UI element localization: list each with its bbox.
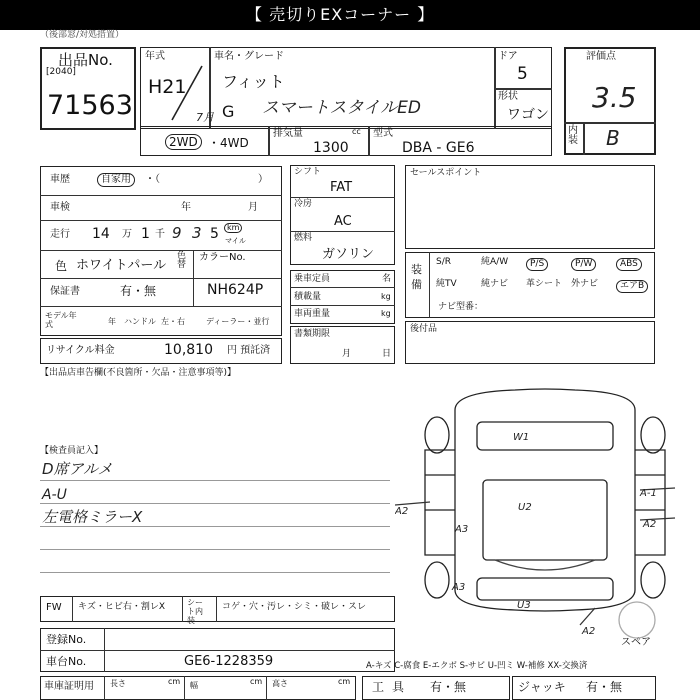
sheet-label: シート内装 [187,598,203,625]
wheel-fl [425,417,449,453]
inspection-year-unit: 年 [181,202,191,213]
color-no-value: NH624P [207,282,264,298]
color-value: ホワイトパール [76,258,167,273]
inspector-line-2: A-U [42,487,67,503]
divider [182,596,183,622]
divider [368,126,370,156]
docs-day: 日 [382,349,392,359]
divider [290,305,395,306]
dealer-notes-label: 【出品店車告欄(不良箇所・欠品・注意事項等)】 [40,368,237,378]
year-label: 年式 [145,51,165,62]
year-value: H21 [148,76,187,98]
warranty-label: 保証書 [50,286,80,297]
equipment-item: P/S [526,258,548,271]
equipment-item: 外ナビ [571,279,599,289]
mark-w1: W1 [513,432,530,443]
color-no-label: カラーNo. [199,252,246,263]
note-line [40,503,390,504]
recycle-label: リサイクル料金 [46,345,115,356]
jack-value: 有・無 [586,680,623,694]
note-line [40,480,390,481]
ac-label: 冷房 [294,199,313,209]
banner-title: 【 売切りEXコーナー 】 [246,5,435,24]
equipment-item: 純A/W [481,257,509,267]
divider [104,676,105,700]
car-history-close: ） [258,174,268,185]
divider [216,596,217,622]
color-label: 色 [55,259,68,273]
divider [290,287,395,288]
fuel-value: ガソリン [322,247,375,262]
body-label: 形状 [498,91,518,102]
equipment-item: 革シート [526,279,563,289]
name-label: 車名・グレード [214,51,284,62]
divider [268,126,270,156]
note-line [40,549,390,550]
recycle-value: 10,810 [164,342,213,358]
front-window [477,422,613,450]
mark-a1-right: A-1 [640,488,657,499]
displacement-label: 排気量 [273,128,303,139]
lot-number: 71563 [47,90,133,121]
note-line [40,526,390,527]
drive-4wd: ・4WD [208,136,249,150]
mark-a3-center: A3 [455,524,469,535]
width-unit: cm [250,677,263,686]
handle-value: 左・右 [161,317,185,326]
month-value: 7月 [196,111,214,124]
model-label: 型式 [373,128,393,139]
recycle-unit: 円 預託済 [227,345,271,356]
inspector-label: 【検査員記入】 [40,446,104,456]
mileage-man: 万 [122,229,132,240]
lot-label: 出品No. [58,51,113,69]
cert-label: 車庫証明用 [44,681,94,692]
chassis-label: 車台No. [46,655,87,668]
divider [494,88,552,90]
body-value: ワゴン [507,107,549,123]
weight-label: 車両重量 [294,309,331,319]
divider [290,231,395,232]
height-label: 高さ [272,679,288,688]
tools-value: 有・無 [430,680,467,694]
doors-label: ドア [498,51,518,62]
roof [483,480,607,560]
load-unit: kg [381,292,391,301]
aftermarket-label: 後付品 [410,324,438,334]
equipment-item: 純TV [436,279,457,289]
right-side [635,450,665,555]
chassis-value: GE6-1228359 [184,654,274,669]
spare-tire [619,602,655,638]
docs-label: 書類期限 [294,329,331,339]
divider [429,252,430,318]
fuel-label: 燃料 [294,233,313,243]
drive-2wd: 2WD [165,134,202,150]
divider [40,306,282,307]
interior-value: B [606,126,620,150]
dealer-label: ディーラー・並行 [206,317,270,326]
car-diagram [395,380,695,650]
displacement-value: 1300 [313,140,349,156]
mileage-2: 1 [141,226,150,242]
lot-small: [2040] [46,67,76,77]
warranty-value: 有・無 [120,284,157,298]
grade-value: スマートスタイルED [262,98,421,118]
score-label: 評価点 [586,51,616,62]
length-label: 長さ [110,679,126,688]
divider [564,122,656,124]
model-year-unit: 年 [108,317,116,326]
wheel-rl [425,562,449,598]
sales-point-label: セールスポイント [410,168,482,178]
inspector-line-1: D席アルメ [42,460,113,478]
top-partial-text: （後部窓/対処措置） [40,30,125,40]
mileage-mile: マイル [225,237,246,245]
divider [266,676,267,700]
car-history-rest: ・（ [145,174,160,185]
model-value: DBA - GE6 [402,140,475,156]
ac-value: AC [334,214,352,229]
sheet-items: コゲ・穴・汚レ・シミ・破レ・スレ [222,602,367,612]
spare-label: スペア [621,637,651,648]
grade-prefix: G [222,102,235,121]
mileage-3: 9 [172,224,182,242]
mileage-label: 走行 [50,229,70,240]
weight-unit: kg [381,309,391,318]
year-slash-mark [160,60,210,126]
mileage-1: 14 [92,226,110,242]
score-value: 3.5 [592,81,637,114]
height-unit: cm [338,677,351,686]
capacity-unit: 名 [382,274,392,284]
width-label: 幅 [190,681,198,690]
wheel-rr [641,562,665,598]
divider [40,220,282,221]
equipment-label: 装備 [411,263,422,292]
mileage-km: km [224,223,242,233]
divider [40,650,395,651]
equipment-item: ABS [616,258,642,271]
divider [40,278,282,279]
capacity-label: 乗車定員 [294,274,331,284]
wheel-fr [641,417,665,453]
mileage-5: 5 [210,226,219,242]
divider [184,676,185,700]
shift-label: シフト [294,167,322,177]
color-change-label: 色替 [177,251,187,270]
inspection-label: 車検 [50,202,70,213]
shift-value: FAT [330,180,353,195]
fw-items: キズ・ヒビ右・割レX [78,602,165,612]
tools-label: 工具 [372,680,413,694]
equipment-item: 純ナビ [481,279,509,289]
mark-a2-bottom: A2 [582,626,596,637]
note-line [40,572,390,573]
divider [583,122,585,155]
mark-a2-right: A2 [643,519,657,530]
mileage-sen: 千 [155,229,165,240]
divider [104,628,105,672]
mark-u2: U2 [518,502,532,513]
divider [72,596,73,622]
divider [40,195,282,196]
model-year-label: モデル年式 [45,311,77,329]
divider [40,250,282,251]
jack-label: ジャッキ [518,680,566,694]
doors-value: 5 [517,64,528,84]
interior-label: 内装 [568,125,578,146]
load-label: 積載量 [294,292,322,302]
fw-label: FW [46,602,62,613]
inspector-line-3: 左電格ミラーX [42,508,143,526]
divider [290,197,395,198]
car-history-label: 車歴 [50,174,70,185]
mark-a3-rear: A3 [452,582,466,593]
docs-month: 月 [342,349,352,359]
rear-window [477,578,613,600]
equipment-item: P/W [571,258,596,271]
mark-a2-left: A2 [395,506,409,517]
equipment-item: エアB [616,280,648,293]
displacement-unit: cc [352,127,361,136]
mark-u3: U3 [517,600,531,611]
handle-label: ハンドル [124,317,156,326]
car-name: フィット [222,72,285,91]
divider [193,250,194,306]
length-unit: cm [168,677,181,686]
mileage-4: 3 [192,224,202,242]
aftermarket-box [405,321,655,364]
car-history-value: 自家用 [97,173,135,187]
reg-label: 登録No. [46,633,87,646]
equipment-item: S/R [436,257,451,267]
navi-label: ナビ型番： [438,302,484,312]
damage-legend: A-キズ C-腐食 E-エクボ S-サビ U-凹ミ W-補修 XX-交換済 [366,661,588,671]
inspection-month-unit: 月 [248,202,258,213]
